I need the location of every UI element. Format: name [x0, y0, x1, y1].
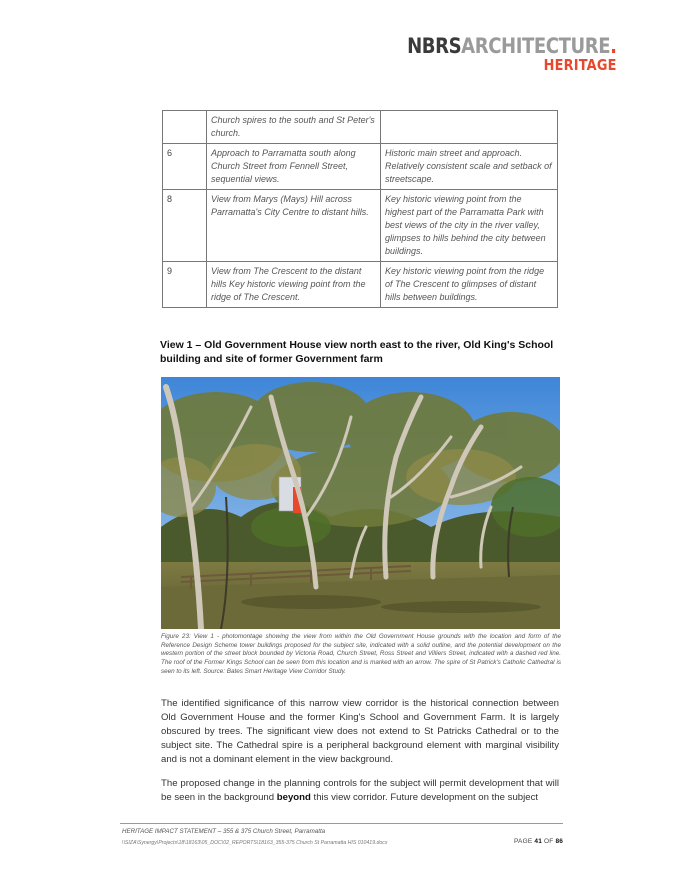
- table-row: [163, 111, 558, 144]
- paragraph-text: The proposed change in the planning controls for the subject will permit development that will be seen in the background: [161, 778, 559, 803]
- view-significance: Key historic viewing point from the ridge of The Crescent to glimpses of distant hills between buildings.: [381, 262, 558, 308]
- view-significance: [381, 111, 558, 144]
- page-number: [514, 838, 563, 845]
- view-description: Approach to Parramatta south along Church Street from Fennell Street, sequential views.: [207, 144, 381, 190]
- total-pages: 86: [555, 838, 564, 845]
- logo-architecture: ARCHITECTURE: [461, 34, 611, 58]
- row-number: [163, 111, 207, 144]
- footer-file-path: \\SIZA\Synergy\Projects\18\18163\05_DOC\02_REPORTS\18163_355-375 Church St Parramatta HIS 010419.docx: [122, 840, 388, 846]
- view-table: [162, 110, 558, 308]
- current-page: 41: [534, 838, 543, 845]
- page-label: PAGE: [514, 838, 535, 845]
- logo-heritage: HERITAGE: [544, 56, 617, 74]
- body-paragraph: The identified significance of this narrow view corridor is the historical connection between Old Government House and the former King's School and Government Farm. It is largely obscured by trees. The significant view does not extend to St Patricks Cathedral or to the subject site. The Cathedral spire is a peripheral background element with marginal visibility and is not a dominant element in the view background.: [161, 698, 559, 765]
- row-number: 8: [163, 190, 207, 262]
- view-significance: Historic main street and approach. Relatively consistent scale and setback of streetscape.: [381, 144, 558, 190]
- view-significance: Key historic viewing point from the highest part of the Parramatta Park with best views of the city in the river valley, glimpses to hills behind the city between buildings.: [381, 190, 558, 262]
- row-number: 6: [163, 144, 207, 190]
- figure-caption: Figure 23: View 1 - photomontage showing the view from within the Old Government House grounds with the location and form of the Reference Design Scheme tower buildings proposed for the subject site, indicated with a solid outline, and the potential development on the western portion of the street block bounded by Victoria Road, Church Street, Ross Street and Villiers Street, indicated with a dashed red line. The roof of the Former Kings School can be seen from this location and is marked with an arrow. The spire of St Patrick's Catholic Cathedral is seen to its left. Source: Bates Smart Heritage View Corridor Study.: [161, 633, 561, 675]
- view-heading: View 1 – Old Government House view north east to the river, Old King's School building and site of former Government farm: [160, 339, 554, 365]
- logo-nbrs: NBRS: [407, 34, 462, 58]
- footer-divider: [120, 823, 563, 824]
- view-description: View from The Crescent to the distant hills Key historic viewing point from the ridge of The Crescent.: [207, 262, 381, 308]
- nbrs-logo: [373, 36, 617, 73]
- view-photomontage: [161, 377, 560, 629]
- emphasis-text: beyond: [276, 792, 311, 803]
- table-row: [163, 144, 558, 190]
- paragraph-text: this view corridor. Future development on the subject: [310, 792, 539, 803]
- footer-title: HERITAGE IMPACT STATEMENT – 355 & 375 Church Street, Parramatta: [122, 828, 326, 835]
- page-of: OF: [542, 838, 556, 845]
- logo-dot: .: [610, 34, 617, 58]
- table-row: [163, 190, 558, 262]
- row-number: 9: [163, 262, 207, 308]
- table-row: [163, 262, 558, 308]
- view-description: Church spires to the south and St Peter's church.: [207, 111, 381, 144]
- body-paragraph: [161, 777, 559, 805]
- view-description: View from Marys (Mays) Hill across Parramatta's City Centre to distant hills.: [207, 190, 381, 262]
